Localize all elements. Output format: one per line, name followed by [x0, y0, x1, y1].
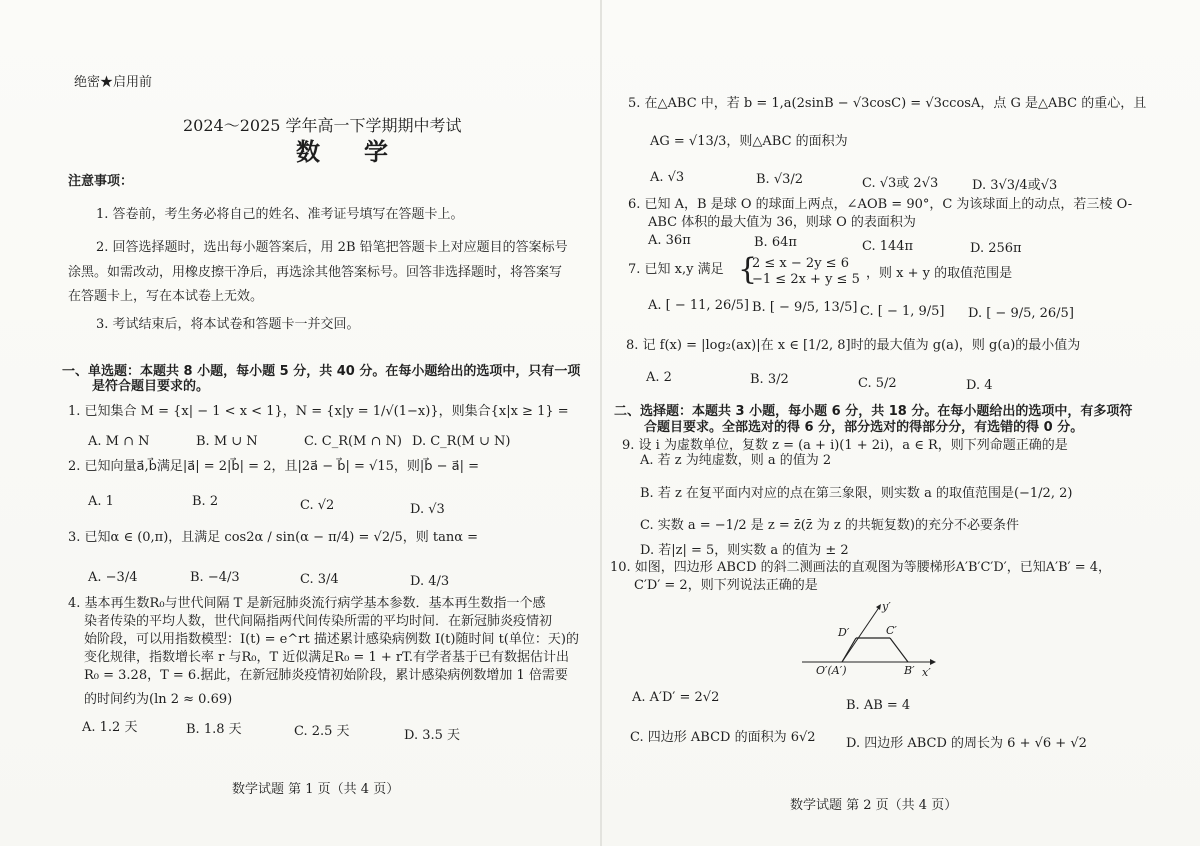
question-7: ，则 x + y 的取值范围是 — [866, 266, 1013, 281]
question-7: 7. 已知 x,y 满足 — [628, 262, 724, 277]
option: D. [ − 9/5, 26/5] — [968, 306, 1074, 321]
option: A. [ − 11, 26/5] — [648, 298, 749, 313]
option: B. −4/3 — [190, 570, 240, 585]
option: C. √2 — [300, 498, 335, 513]
note-line: 3. 考试结束后，将本试卷和答题卡一并交回。 — [96, 317, 360, 332]
trapezoid-figure — [800, 596, 940, 682]
fig-label-b: B′ — [904, 664, 915, 677]
option: C. 2.5 天 — [294, 724, 350, 739]
fig-label-y: y′ — [882, 600, 891, 613]
section-heading: 二、选择题：本题共 3 小题，每小题 6 分，共 18 分。在每小题给出的选项中，有多项符 — [614, 404, 1133, 419]
option: C. √3或 2√3 — [862, 176, 939, 191]
notes-heading: 注意事项： — [68, 174, 134, 189]
page-footer: 数学试题 第 1 页（共 4 页） — [232, 782, 400, 797]
page-fold — [600, 0, 602, 846]
option: A. 1.2 天 — [82, 720, 138, 735]
option: B. M ∪ N — [196, 434, 258, 449]
option: C. [ − 1, 9/5] — [860, 304, 945, 319]
question-4: 4. 基本再生数R₀与世代间隔 T 是新冠肺炎流行病学基本参数．基本再生数指一个感 — [68, 596, 546, 611]
option: A. √3 — [650, 170, 685, 185]
option: C. 3/4 — [300, 572, 339, 587]
question-4: 始阶段，可以用指数模型：I(t) = e^rt 描述累计感染病例数 I(t)随时间 t(单位：天)的 — [84, 632, 579, 647]
fig-label-d: D′ — [838, 626, 850, 639]
question-3: 3. 已知α ∈ (0,π)，且满足 cos2α / sin(α − π/4) = √2/5，则 tanα = — [68, 530, 479, 545]
option: C. 四边形 ABCD 的面积为 6√2 — [630, 730, 816, 745]
option: B. [ − 9/5, 13/5] — [752, 300, 858, 315]
question-10: 10. 如图，四边形 ABCD 的斜二测画法的直观图为等腰梯形A′B′C′D′，已知A′B′ = 4， — [610, 560, 1112, 575]
option: A. 若 z 为纯虚数，则 a 的值为 2 — [640, 453, 832, 468]
option: D. 256π — [970, 241, 1022, 256]
option: B. 2 — [192, 494, 219, 509]
section-heading: 合题目要求。全部选对的得 6 分，部分选对的得部分分，有选错的得 0 分。 — [644, 420, 1084, 435]
option: C. 144π — [862, 239, 914, 254]
section-heading: 一、单选题：本题共 8 小题，每小题 5 分，共 40 分。在每小题给出的选项中，只有一项 — [62, 364, 581, 379]
question-5: 5. 在△ABC 中，若 b = 1,a(2sinB − √3cosC) = √3ccosA，点 G 是△ABC 的重心，且 — [628, 96, 1147, 111]
question-2: 2. 已知向量a⃗,b⃗满足|a⃗| = 2|b⃗| = 2，且|2a⃗ − b⃗| = √15，则|b⃗ − a⃗| = — [68, 459, 480, 474]
question-4: 变化规律，指数增长率 r 与R₀，T 近似满足R₀ = 1 + rT.有学者基于已有数据估计出 — [84, 650, 569, 665]
exam-title: 2024～2025 学年高一下学期期中考试 — [183, 116, 462, 135]
option: D. 3√3/4或√3 — [972, 178, 1058, 193]
fig-label-o: O′(A′) — [816, 664, 847, 677]
question-4: 的时间约为(ln 2 ≈ 0.69) — [84, 692, 233, 707]
option: C. C_R(M ∩ N) — [304, 434, 402, 449]
option: D. 若|z| = 5，则实数 a 的值为 ± 2 — [640, 543, 849, 558]
option: D. 4/3 — [410, 574, 450, 589]
option: B. √3/2 — [756, 172, 804, 187]
note-line: 涂黑。如需改动，用橡皮擦干净后，再选涂其他答案标号。回答非选择题时，将答案写 — [68, 265, 563, 280]
subject-title: 数 学 — [296, 138, 398, 166]
question-1: 1. 已知集合 M = {x| − 1 < x < 1}，N = {x|y = 1/√(1−x)}，则集合{x|x ≥ 1} = — [68, 404, 569, 419]
option: D. 3.5 天 — [404, 728, 461, 743]
option: D. 四边形 ABCD 的周长为 6 + √6 + √2 — [846, 736, 1087, 751]
note-line: 在答题卡上，写在本试卷上无效。 — [68, 289, 264, 304]
page-footer: 数学试题 第 2 页（共 4 页） — [790, 798, 958, 813]
option: D. C_R(M ∪ N) — [412, 434, 511, 449]
option: B. 3/2 — [750, 372, 789, 387]
option: B. 若 z 在复平面内对应的点在第三象限，则实数 a 的取值范围是(−1/2, 2) — [640, 486, 1073, 501]
fig-label-x: x′ — [922, 666, 931, 679]
note-line: 1. 答卷前，考生务必将自己的姓名、准考证号填写在答题卡上。 — [96, 207, 464, 222]
option: A. M ∩ N — [88, 434, 150, 449]
option: B. 1.8 天 — [186, 722, 242, 737]
note-line: 2. 回答选择题时，选出每小题答案后，用 2B 铅笔把答题卡上对应题目的答案标号 — [96, 240, 568, 255]
question-4: R₀ = 3.28，T = 6.据此，在新冠肺炎疫情初始阶段，累计感染病例数增加 1 倍需要 — [84, 668, 568, 683]
question-6: ABC 体积的最大值为 36，则球 O 的表面积为 — [648, 215, 916, 230]
secret-label: 绝密★启用前 — [74, 75, 153, 90]
option: D. 4 — [966, 378, 993, 393]
option: A. 2 — [646, 370, 672, 385]
brace: { — [738, 252, 758, 287]
option: C. 实数 a = −1/2 是 z = z̄(z̄ 为 z 的共轭复数)的充分不必要条件 — [640, 518, 1019, 533]
option: A. −3/4 — [88, 570, 138, 585]
fig-label-c: C′ — [886, 624, 897, 637]
option: B. 64π — [754, 235, 797, 250]
option: A. 1 — [88, 494, 114, 509]
question-5: AG = √13/3，则△ABC 的面积为 — [650, 134, 848, 149]
option: D. √3 — [410, 502, 445, 517]
question-10: C′D′ = 2，则下列说法正确的是 — [634, 578, 818, 593]
option: B. AB = 4 — [846, 698, 911, 713]
section-heading: 是符合题目要求的。 — [92, 379, 210, 394]
question-9: 9. 设 i 为虚数单位，复数 z = (a + i)(1 + 2i)，a ∈ R，则下列命题正确的是 — [622, 438, 1068, 453]
condition: −1 ≤ 2x + y ≤ 5 — [752, 272, 860, 287]
question-8: 8. 记 f(x) = |log₂(ax)|在 x ∈ [1/2, 8]时的最大值为 g(a)，则 g(a)的最小值为 — [626, 338, 1081, 353]
option: A. A′D′ = 2√2 — [632, 690, 720, 705]
question-6: 6. 已知 A，B 是球 O 的球面上两点，∠AOB = 90°，C 为该球面上的动点，若三棱 O- — [628, 197, 1133, 212]
option: A. 36π — [648, 233, 691, 248]
question-4: 染者传染的平均人数，世代间隔指两代间传染所需的平均时间．在新冠肺炎疫情初 — [84, 614, 553, 629]
option: C. 5/2 — [858, 376, 897, 391]
condition: 2 ≤ x − 2y ≤ 6 — [752, 256, 849, 271]
